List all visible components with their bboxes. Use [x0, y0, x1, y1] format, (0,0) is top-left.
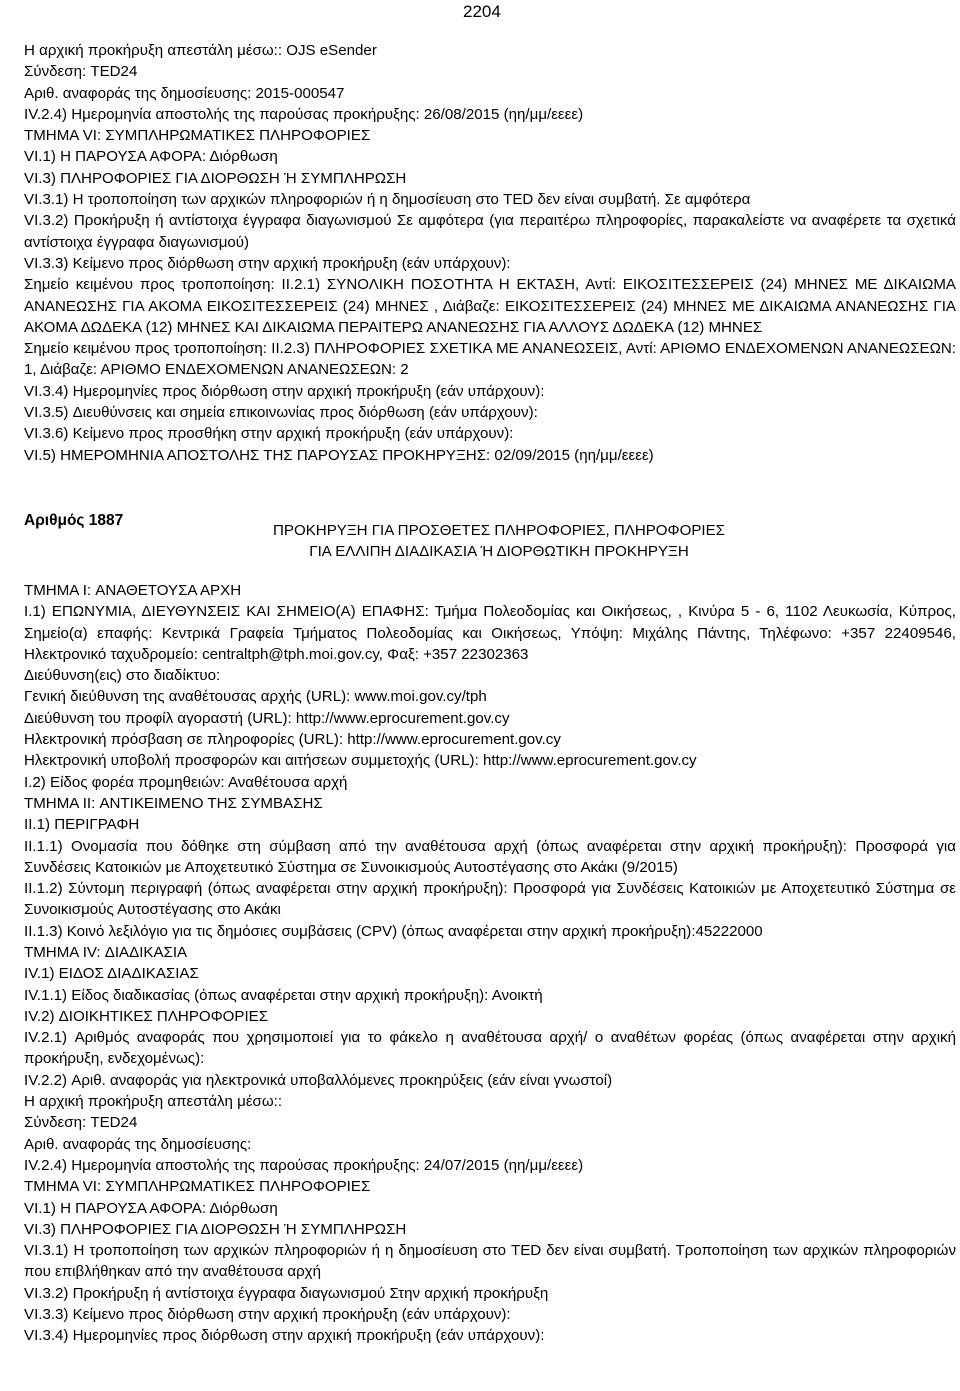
- text-line: VI.3.5) Διευθύνσεις και σημεία επικοινωνίας προς διόρθωση (εάν υπάρχουν):: [24, 404, 538, 422]
- text-paragraph: IV.2.1) Αριθμός αναφοράς που χρησιμοποιεί για το φάκελο η αναθέτουσα αρχή/ ο αναθέτων φορέας (όπως αναφέρεται στην αρχική προκήρυξη, ενδεχομένως):: [24, 1029, 956, 1068]
- text-paragraph: VI.3.2) Προκήρυξη ή αντίστοιχα έγγραφα διαγωνισμού Σε αμφότερα (για περαιτέρω πληροφορίες, παρακαλείστε να αναφέρετε τα σχετικά αντίστοιχα έγγραφα διαγωνισμού): [24, 212, 956, 251]
- text-line: Γενική διεύθυνση της αναθέτουσας αρχής (URL): www.moi.gov.cy/tph: [24, 688, 487, 706]
- document-body: [24, 40, 956, 1347]
- page-number: 2204: [463, 2, 501, 21]
- text-line: IV.1.1) Είδος διαδικασίας (όπως αναφέρεται στην αρχική προκήρυξη): Ανοικτή: [24, 986, 543, 1004]
- text-line: Αριθ. αναφοράς της δημοσίευσης:: [24, 1135, 252, 1153]
- section-heading: ΤΜΗΜΑ II: ΑΝΤΙΚΕΙΜΕΝΟ ΤΗΣ ΣΥΜΒΑΣΗΣ: [24, 794, 323, 812]
- text-line: II.1.3) Κοινό λεξιλόγιο για τις δημόσιες συμβάσεις (CPV) (όπως αναφέρεται στην αρχική προκήρυξη):45222000: [24, 922, 763, 940]
- text-line: Η αρχική προκήρυξη απεστάλη μέσω::: [24, 1093, 283, 1111]
- text-line: Η αρχική προκήρυξη απεστάλη μέσω:: OJS eSender: [24, 42, 377, 59]
- text-line: IV.2.4) Ημερομηνία αποστολής της παρούσας προκήρυξης: 24/07/2015 (ηη/μμ/εεεε): [24, 1156, 584, 1174]
- text-line: VI.3.3) Κείμενο προς διόρθωση στην αρχική προκήρυξη (εάν υπάρχουν):: [24, 254, 511, 272]
- text-line: VI.1) Η ΠΑΡΟΥΣΑ ΑΦΟΡΑ: Διόρθωση: [24, 1199, 278, 1217]
- notice-header: [24, 510, 956, 564]
- notice-body: [24, 580, 956, 1347]
- text-line: VI.1) Η ΠΑΡΟΥΣΑ ΑΦΟΡΑ: Διόρθωση: [24, 148, 278, 166]
- text-line: IV.2.4) Ημερομηνία αποστολής της παρούσας προκήρυξης: 26/08/2015 (ηη/μμ/εεεε): [24, 105, 584, 123]
- text-line: VI.3.4) Ημερομηνίες προς διόρθωση στην αρχική προκήρυξη (εάν υπάρχουν):: [24, 1327, 545, 1345]
- text-paragraph: II.1.2) Σύντομη περιγραφή (όπως αναφέρεται στην αρχική προκήρυξη): Προσφορά για Συνδέσεις Κατοικιών με Αποχετευτικό Σύστημα σε Συνοικισμούς Αυτοστέγασης στο Ακάκι: [24, 880, 956, 919]
- text-line: Ηλεκτρονική υποβολή προσφορών και αιτήσεων συμμετοχής (URL): http://www.eprocurement.gov.cy: [24, 752, 697, 770]
- section-heading: ΤΜΗΜΑ IV: ΔΙΑΔΙΚΑΣΙΑ: [24, 943, 188, 961]
- text-paragraph: II.1.1) Ονομασία που δόθηκε στη σύμβαση από την αναθέτουσα αρχή (όπως αναφέρεται στην αρχική προκήρυξη): Προσφορά για Συνδέσεις Κατοικιών με Αποχετευτικό Σύστημα σε Συνοικισμούς Αυτοστέγασης στο Ακάκι (9/2015): [24, 837, 956, 876]
- notice-title-line: ΠΡΟΚΗΡΥΞΗ ΓΙΑ ΠΡΟΣΘΕΤΕΣ ΠΛΗΡΟΦΟΡΙΕΣ, ΠΛΗΡΟΦΟΡΙΕΣ: [273, 521, 725, 539]
- text-line: IV.2.2) Αριθ. αναφοράς για ηλεκτρονικά υποβαλλόμενες προκηρύξεις (εάν είναι γνωστοί): [24, 1071, 613, 1089]
- text-line: IV.2) ΔΙΟΙΚΗΤΙΚΕΣ ΠΛΗΡΟΦΟΡΙΕΣ: [24, 1007, 269, 1025]
- text-line: VI.3) ΠΛΗΡΟΦΟΡΙΕΣ ΓΙΑ ΔΙΟΡΘΩΣΗ Ή ΣΥΜΠΛΗΡΩΣΗ: [24, 169, 407, 187]
- text-line: VI.3.1) Η τροποποίηση των αρχικών πληροφοριών ή η δημοσίευση στο TED δεν είναι συμβατή. Σε αμφότερα: [24, 191, 751, 209]
- section-heading: ΤΜΗΜΑ I: ΑΝΑΘΕΤΟΥΣΑ ΑΡΧΗ: [24, 581, 242, 599]
- text-paragraph: VI.3.1) Η τροποποίηση των αρχικών πληροφοριών ή η δημοσίευση στο TED δεν είναι συμβατή. Τροποποίηση των αρχικών πληροφοριών που επιβλήθηκαν από την αναθέτουσα αρχή: [24, 1242, 956, 1281]
- correction-paragraph: Σημείο κειμένου προς τροποποίηση: II.2.1) ΣΥΝΟΛΙΚΗ ΠΟΣΟΤΗΤΑ Η ΕΚΤΑΣΗ, Αντί: ΕΙΚΟΣΙΤΕΣΣΕΡΕΙΣ (24) ΜΗΝΕΣ ΜΕ ΔΙΚΑΙΩΜΑ ΑΝΑΝΕΩΣΗΣ ΓΙΑ ΑΚΟΜΑ ΕΙΚΟΣΙΤΕΣΣΕΡΕΙΣ (24) ΜΗΝΕΣ , Διάβαζε: ΕΙΚΟΣΙΤΕΣΣΕΡΕΙΣ (24) ΜΗΝΕΣ ΜΕ ΔΙΚΑΙΩΜΑ ΑΝΑΝΕΩΣΗΣ ΓΙΑ ΑΚΟΜΑ ΔΩΔΕΚΑ (12) ΜΗΝΕΣ ΚΑΙ ΔΙΚΑΙΩΜΑ ΠΕΡΑΙΤΕΡΩ ΑΝΑΝΕΩΣΗΣ ΓΙΑ ΑΛΛΟΥΣ ΔΩΔΕΚΑ (12) ΜΗΝΕΣ: [24, 276, 956, 336]
- text-line: Διεύθυνση του προφίλ αγοραστή (URL): http://www.eprocurement.gov.cy: [24, 709, 510, 727]
- previous-notice-section: [24, 40, 956, 466]
- text-line: VI.5) ΗΜΕΡΟΜΗΝΙΑ ΑΠΟΣΤΟΛΗΣ ΤΗΣ ΠΑΡΟΥΣΑΣ ΠΡΟΚΗΡΥΞΗΣ: 02/09/2015 (ηη/μμ/εεεε): [24, 446, 654, 464]
- text-line: II.1) ΠΕΡΙΓΡΑΦΗ: [24, 816, 140, 834]
- notice-title: [214, 520, 784, 562]
- notice-number: Αριθμός 1887: [24, 511, 124, 529]
- text-line: VI.3.3) Κείμενο προς διόρθωση στην αρχική προκήρυξη (εάν υπάρχουν):: [24, 1306, 511, 1324]
- correction-paragraph: Σημείο κειμένου προς τροποποίηση: II.2.3) ΠΛΗΡΟΦΟΡΙΕΣ ΣΧΕΤΙΚΑ ΜΕ ΑΝΑΝΕΩΣΕΙΣ, Αντί: ΑΡΙΘΜΟ ΕΝΔΕΧΟΜΕΝΩΝ ΑΝΑΝΕΩΣΕΩΝ: 1, Διάβαζε: ΑΡΙΘΜΟ ΕΝΔΕΧΟΜΕΝΩΝ ΑΝΑΝΕΩΣΕΩΝ: 2: [24, 340, 956, 379]
- text-line: IV.1) ΕΙΔΟΣ ΔΙΑΔΙΚΑΣΙΑΣ: [24, 965, 199, 983]
- text-line: Σύνδεση: TED24: [24, 63, 138, 81]
- text-line: Ηλεκτρονική πρόσβαση σε πληροφορίες (URL): http://www.eprocurement.gov.cy: [24, 731, 561, 749]
- text-line: Αριθ. αναφοράς της δημοσίευσης: 2015-000547: [24, 84, 345, 102]
- text-line: VI.3.6) Κείμενο προς προσθήκη στην αρχική προκήρυξη (εάν υπάρχουν):: [24, 425, 514, 443]
- text-line: VI.3.4) Ημερομηνίες προς διόρθωση στην αρχική προκήρυξη (εάν υπάρχουν):: [24, 382, 545, 400]
- notice-title-line: ΓΙΑ ΕΛΛΙΠΗ ΔΙΑΔΙΚΑΣΙΑ Ή ΔΙΟΡΘΩΤΙΚΗ ΠΡΟΚΗΡΥΞΗ: [309, 542, 689, 560]
- text-line: VI.3.2) Προκήρυξη ή αντίστοιχα έγγραφα διαγωνισμού Στην αρχική προκήρυξη: [24, 1284, 549, 1302]
- contact-paragraph: I.1) ΕΠΩΝΥΜΙΑ, ΔΙΕΥΘΥΝΣΕΙΣ ΚΑΙ ΣΗΜΕΙΟ(Α) ΕΠΑΦΗΣ: Τμήμα Πολεοδομίας και Οικήσεως, , Κινύρα 5 - 6, 1102 Λευκωσία, Κύπρος, Σημείο(α) επαφής: Κεντρικά Γραφεία Τμήματος Πολεοδομίας και Οικήσεως, Υπόψη: Μιχάλης Πάντης, Τηλέφωνο: +357 22409546, Ηλεκτρονικό ταχυδρομείο: centraltph@tph.moi.gov.cy, Φαξ: +357 22302363: [24, 603, 956, 663]
- text-line: Διεύθυνση(εις) στο διαδίκτυο:: [24, 667, 221, 685]
- text-line: VI.3) ΠΛΗΡΟΦΟΡΙΕΣ ΓΙΑ ΔΙΟΡΘΩΣΗ Ή ΣΥΜΠΛΗΡΩΣΗ: [24, 1220, 407, 1238]
- section-heading: ΤΜΗΜΑ VI: ΣΥΜΠΛΗΡΩΜΑΤΙΚΕΣ ΠΛΗΡΟΦΟΡΙΕΣ: [24, 1178, 371, 1196]
- section-heading: ΤΜΗΜΑ VI: ΣΥΜΠΛΗΡΩΜΑΤΙΚΕΣ ΠΛΗΡΟΦΟΡΙΕΣ: [24, 127, 371, 145]
- text-line: Σύνδεση: TED24: [24, 1114, 138, 1132]
- text-line: I.2) Είδος φορέα προμηθειών: Αναθέτουσα αρχή: [24, 773, 348, 791]
